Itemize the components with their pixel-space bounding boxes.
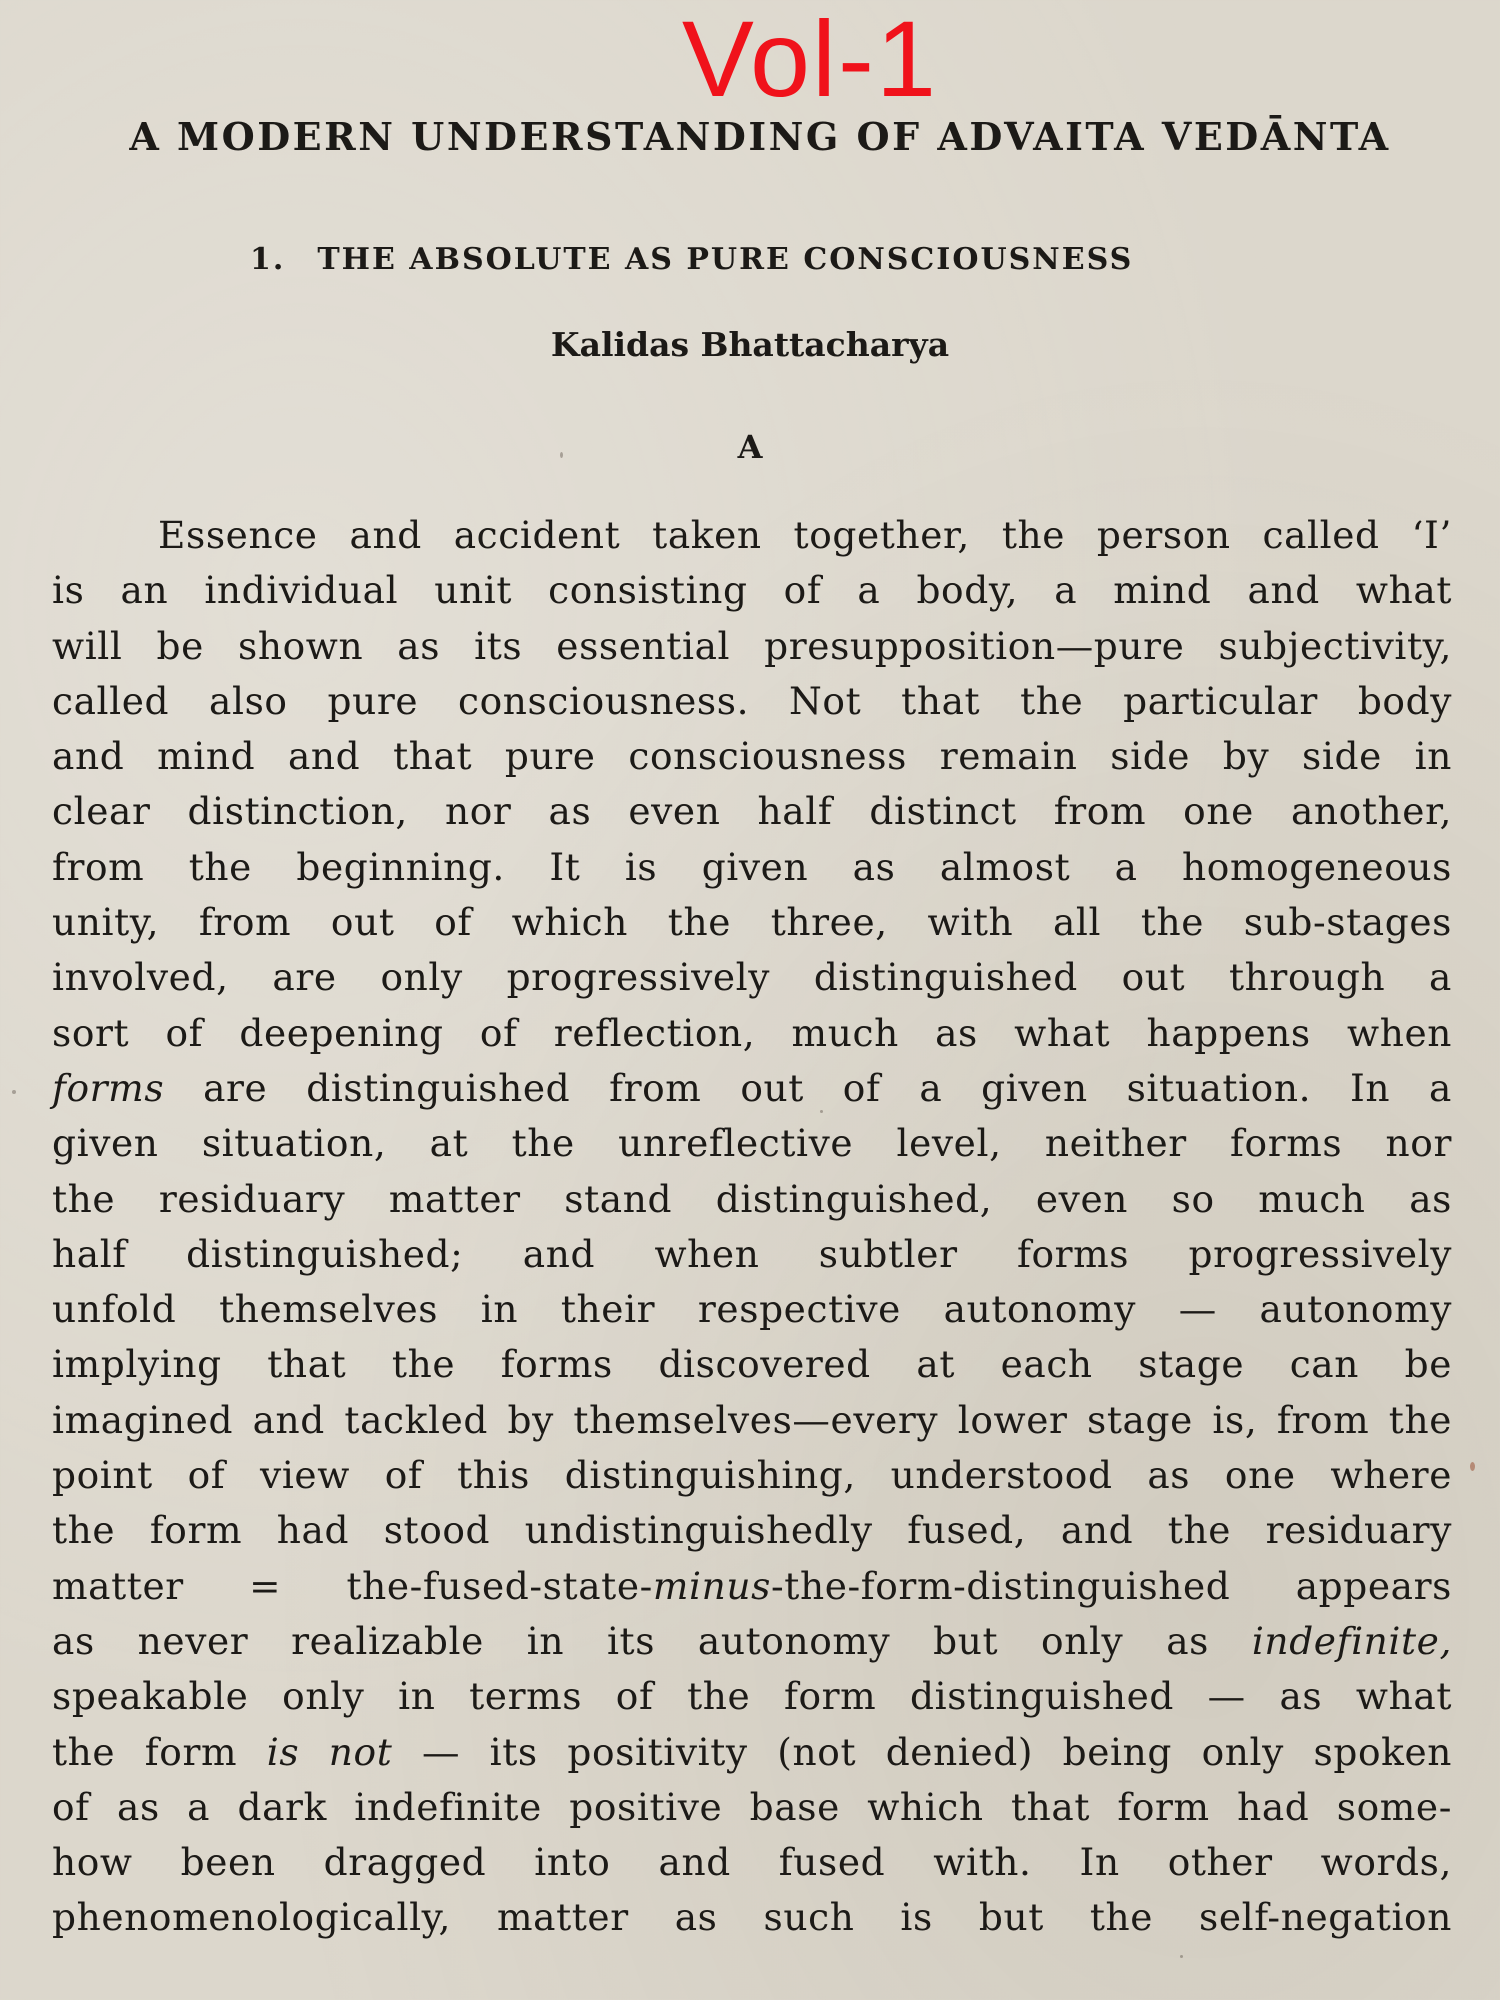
- chapter-number: 1.: [250, 242, 286, 277]
- volume-label: Vol-1: [681, 0, 939, 119]
- text-run: Essence and accident taken together, the person called ‘I’: [158, 513, 1452, 557]
- text-run: is an individual unit consisting of a body, a mind and what: [52, 568, 1452, 613]
- text-run: imagined and tackled by themselves—every lower stage is, from the: [52, 1397, 1452, 1442]
- text-line: [52, 1227, 1452, 1282]
- text-run: phenomenologically, matter as such is but the self-negation: [52, 1895, 1452, 1940]
- paper-speck: [820, 1110, 823, 1113]
- text-run: how been dragged into and fused with. In other words,: [52, 1840, 1452, 1885]
- paper-speck: [1470, 1462, 1475, 1471]
- text-run: involved, are only progressively distinguished out through a: [52, 955, 1452, 1000]
- text-line: [52, 1393, 1452, 1448]
- text-line: [52, 1614, 1452, 1669]
- text-line: [52, 674, 1452, 729]
- text-line: [52, 1337, 1452, 1392]
- text-run: called also pure consciousness. Not that the particular body: [52, 678, 1452, 723]
- text-run: are distinguished from out of a given situation. In a: [164, 1065, 1452, 1110]
- chapter-heading: [250, 238, 1350, 282]
- text-run: implying that the forms discovered at each stage can be: [52, 1342, 1452, 1387]
- text-line: [52, 1780, 1452, 1835]
- text-run: of as a dark indefinite positive base which that form had some-: [52, 1784, 1452, 1829]
- paper-speck: [1180, 1955, 1183, 1958]
- text-line: [52, 1559, 1452, 1614]
- text-run: matter = the-fused-state-: [52, 1563, 653, 1608]
- text-run: -the-form-distinguished appears: [771, 1563, 1452, 1608]
- text-line: [52, 1116, 1452, 1171]
- text-line: [52, 1282, 1452, 1337]
- text-line: [52, 1061, 1452, 1116]
- text-line: [52, 895, 1452, 950]
- text-line: [52, 729, 1452, 784]
- text-line: [52, 619, 1452, 674]
- text-run: unfold themselves in their respective autonomy — autonomy: [52, 1287, 1452, 1332]
- italic-text: forms: [52, 1065, 165, 1110]
- text-line: [52, 784, 1452, 839]
- text-run: from the beginning. It is given as almost a homogeneous: [52, 844, 1452, 889]
- text-line: [52, 508, 1452, 563]
- section-mark: A: [737, 428, 763, 466]
- text-run: sort of deepening of reflection, much as what happens when: [52, 1010, 1452, 1055]
- text-run: given situation, at the unreflective level, neither forms nor: [52, 1121, 1452, 1166]
- text-run: the form: [52, 1729, 267, 1774]
- text-run: clear distinction, nor as even half distinct from one another,: [52, 789, 1452, 834]
- text-line: [52, 1669, 1452, 1724]
- text-run: speakable only in terms of the form distinguished — as what: [52, 1674, 1452, 1719]
- text-line: [52, 1006, 1452, 1061]
- text-run: half distinguished; and when subtler forms progressively: [52, 1231, 1452, 1276]
- paper-speck: [12, 1090, 16, 1094]
- text-run: as never realizable in its autonomy but only as: [52, 1618, 1252, 1663]
- text-run: the form had stood undistinguishedly fused, and the residuary: [52, 1508, 1452, 1553]
- text-run: will be shown as its essential presupposition—pure subjectivity,: [52, 623, 1452, 668]
- text-line: [52, 1890, 1452, 1945]
- text-line: [52, 1172, 1452, 1227]
- author-name: Kalidas Bhattacharya: [550, 325, 950, 364]
- text-run: the residuary matter stand distinguished, even so much as: [52, 1176, 1452, 1221]
- body-paragraph: [52, 508, 1452, 1946]
- text-line: [52, 1503, 1452, 1558]
- italic-text: minus: [652, 1563, 771, 1608]
- italic-text: is not: [266, 1729, 393, 1774]
- paper-speck: [560, 452, 563, 458]
- book-title: A MODERN UNDERSTANDING OF ADVAITA VEDĀNTA: [129, 114, 1391, 159]
- text-line: [52, 563, 1452, 618]
- text-run: point of view of this distinguishing, understood as one where: [52, 1453, 1452, 1498]
- chapter-title: THE ABSOLUTE AS PURE CONSCIOUSNESS: [317, 242, 1134, 277]
- text-run: unity, from out of which the three, with all the sub-stages: [52, 900, 1452, 945]
- italic-text: indefinite,: [1251, 1618, 1452, 1663]
- text-line: [52, 1448, 1452, 1503]
- text-run: — its positivity (not denied) being only spoken: [392, 1729, 1452, 1774]
- text-line: [52, 1725, 1452, 1780]
- text-run: and mind and that pure consciousness remain side by side in: [52, 734, 1452, 779]
- text-line: [52, 1835, 1452, 1890]
- text-line: [52, 840, 1452, 895]
- text-line: [52, 950, 1452, 1005]
